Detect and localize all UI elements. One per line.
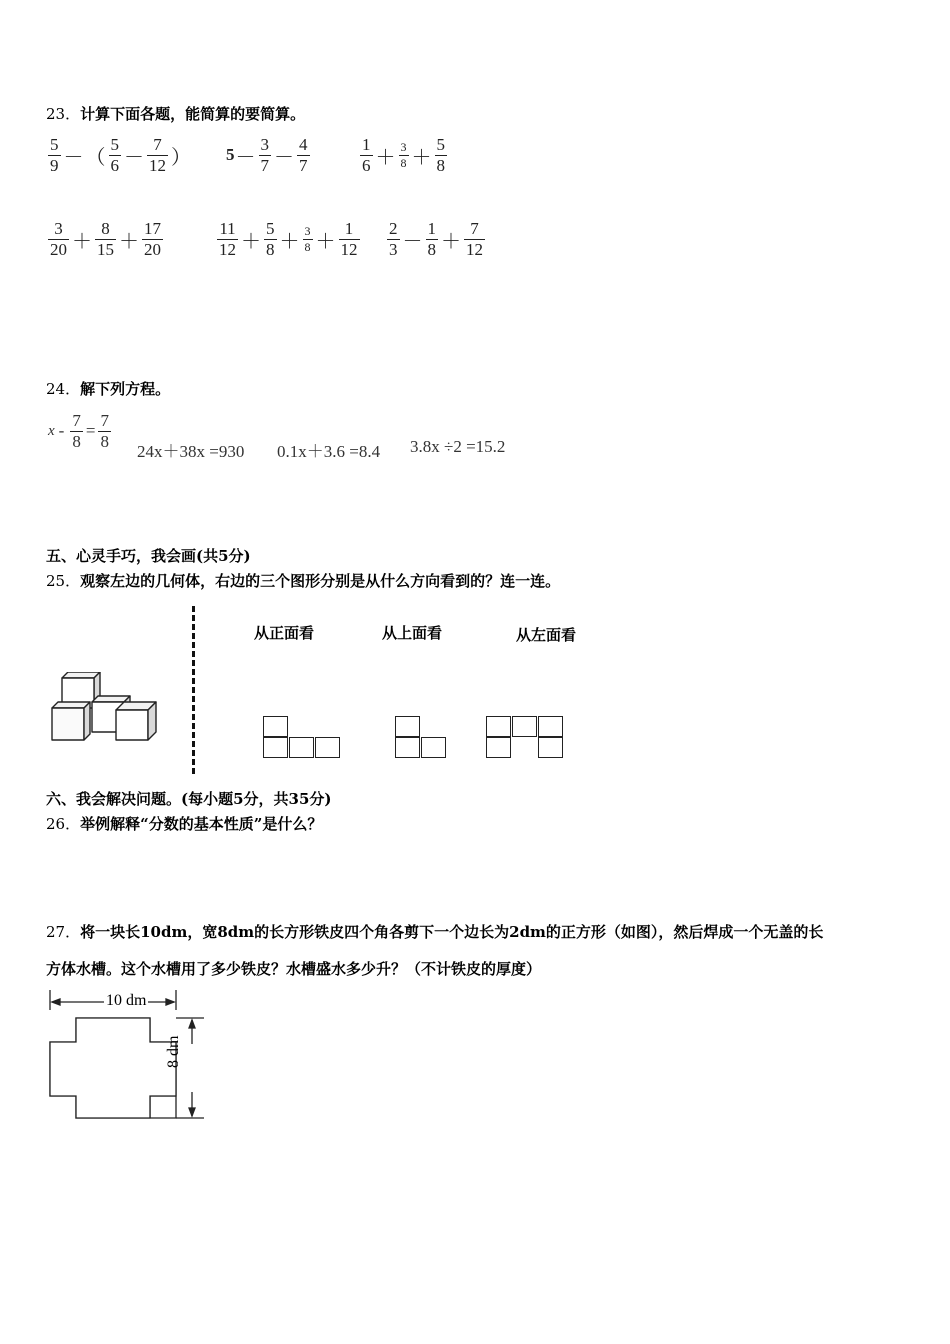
fraction: $\frac{5}{8}$ <box>266 219 275 259</box>
width-dimension-label: 10 dm <box>106 992 147 1009</box>
fraction: $\frac{3}{8}$ <box>304 224 311 254</box>
fraction: $\frac{7}{8}$ <box>100 411 109 451</box>
q27-number: 27． <box>46 923 81 941</box>
fraction: $\frac{11}{12}$ <box>219 219 236 259</box>
q24-equation-4: 3.8x ÷2 =15.2 <box>410 437 506 456</box>
view-grid-3 <box>486 716 566 760</box>
grid-square <box>395 737 420 758</box>
q27-line-2: 方体水槽。这个水槽用了多少铁皮？水槽盛水多少升？（不计铁皮的厚度） <box>46 960 542 978</box>
grid-square <box>486 737 511 758</box>
fraction: $\frac{5}{9}$ <box>50 135 59 175</box>
fraction: $\frac{3}{8}$ <box>400 140 407 170</box>
q26-number: 26． <box>46 815 81 833</box>
dashed-divider <box>192 606 195 774</box>
view-grid-2 <box>395 716 449 760</box>
grid-square <box>315 737 340 758</box>
fraction: $\frac{17}{20}$ <box>144 219 161 259</box>
left-view-label: 从左面看 <box>516 626 577 644</box>
fraction: $\frac{7}{8}$ <box>72 411 81 451</box>
fraction: $\frac{7}{12}$ <box>149 135 166 175</box>
fraction: $\frac{1}{12}$ <box>340 219 358 259</box>
q23-expr-5: $\frac{11}{12}$ ＋ $\frac{5}{8}$ ＋ $\frac{3}{8}$ ＋ $\frac{1}{12}$ <box>219 219 358 259</box>
q27-line-1 <box>46 921 823 942</box>
front-view-label: 从正面看 <box>254 624 315 642</box>
q25-heading <box>46 570 560 591</box>
q24-equation-2: 24x＋38x =930 <box>137 442 245 461</box>
grid-square <box>421 737 446 758</box>
q26-text: 举例解释“分数的基本性质”是什么？ <box>80 815 323 833</box>
q23-expr-2: 5 － $\frac{3}{7}$ － $\frac{4}{7}$ <box>226 135 308 175</box>
q25-number: 25． <box>46 572 81 590</box>
sheet-metal-diagram <box>44 990 214 1126</box>
fraction: $\frac{5}{6}$ <box>110 135 119 175</box>
fraction: $\frac{3}{7}$ <box>260 135 269 175</box>
q23-text: 计算下面各题，能简算的要简算。 <box>80 105 306 123</box>
q24-number: 24． <box>46 380 81 398</box>
fraction: $\frac{3}{20}$ <box>50 219 67 259</box>
section-5-title: 五、心灵手巧，我会画(共5分) <box>46 547 251 565</box>
q23-expr-4: $\frac{3}{20}$ ＋ $\frac{8}{15}$ ＋ $\frac{17}{20}$ <box>50 219 161 259</box>
q23-heading <box>46 103 305 124</box>
q23-expr-1: $\frac{5}{9}$ － （ $\frac{5}{6}$ － $\frac{7}{12}$ ） <box>50 135 191 175</box>
grid-square <box>289 737 314 758</box>
q26-heading <box>46 813 322 834</box>
grid-square <box>538 716 563 737</box>
height-dimension-label: 8 dm <box>165 1035 182 1068</box>
fraction: $\frac{1}{8}$ <box>427 219 436 259</box>
q27-text-1: 将一块长10dm，宽8dm的长方形铁皮四个角各剪下一个边长为2dm的正方形（如图），然后焊成一个无盖的长 <box>80 923 824 941</box>
fraction: $\frac{2}{3}$ <box>389 219 398 259</box>
q23-expr-6: $\frac{2}{3}$ － $\frac{1}{8}$ ＋ $\frac{7}{12}$ <box>389 219 483 259</box>
fraction: $\frac{4}{7}$ <box>299 135 308 175</box>
grid-square <box>538 737 563 758</box>
fraction: $\frac{1}{6}$ <box>362 135 371 175</box>
view-grid-1 <box>263 716 343 760</box>
grid-square <box>486 716 511 737</box>
q23-number: 23． <box>46 105 81 123</box>
q24-equation-3: 0.1x＋3.6 =8.4 <box>277 442 381 461</box>
cube-solid-figure <box>48 672 168 744</box>
fraction: $\frac{8}{15}$ <box>97 219 114 259</box>
q24-heading <box>46 378 170 399</box>
q23-expr-3: $\frac{1}{6}$ ＋ $\frac{3}{8}$ ＋ $\frac{5}{8}$ <box>362 135 445 175</box>
q24-text: 解下列方程。 <box>80 380 171 398</box>
fraction: $\frac{7}{12}$ <box>466 219 483 259</box>
grid-square <box>263 716 288 737</box>
grid-square <box>395 716 420 737</box>
q25-text: 观察左边的几何体，右边的三个图形分别是从什么方向看到的？连一连。 <box>80 572 561 590</box>
q24-equation-1: x - $\frac{7}{8}$ = $\frac{7}{8}$ <box>48 411 109 451</box>
grid-square <box>263 737 288 758</box>
grid-square <box>512 716 537 737</box>
fraction: $\frac{5}{8}$ <box>436 135 445 175</box>
section-6-title: 六、我会解决问题。(每小题5分，共35分) <box>46 790 332 808</box>
top-view-label: 从上面看 <box>382 624 443 642</box>
